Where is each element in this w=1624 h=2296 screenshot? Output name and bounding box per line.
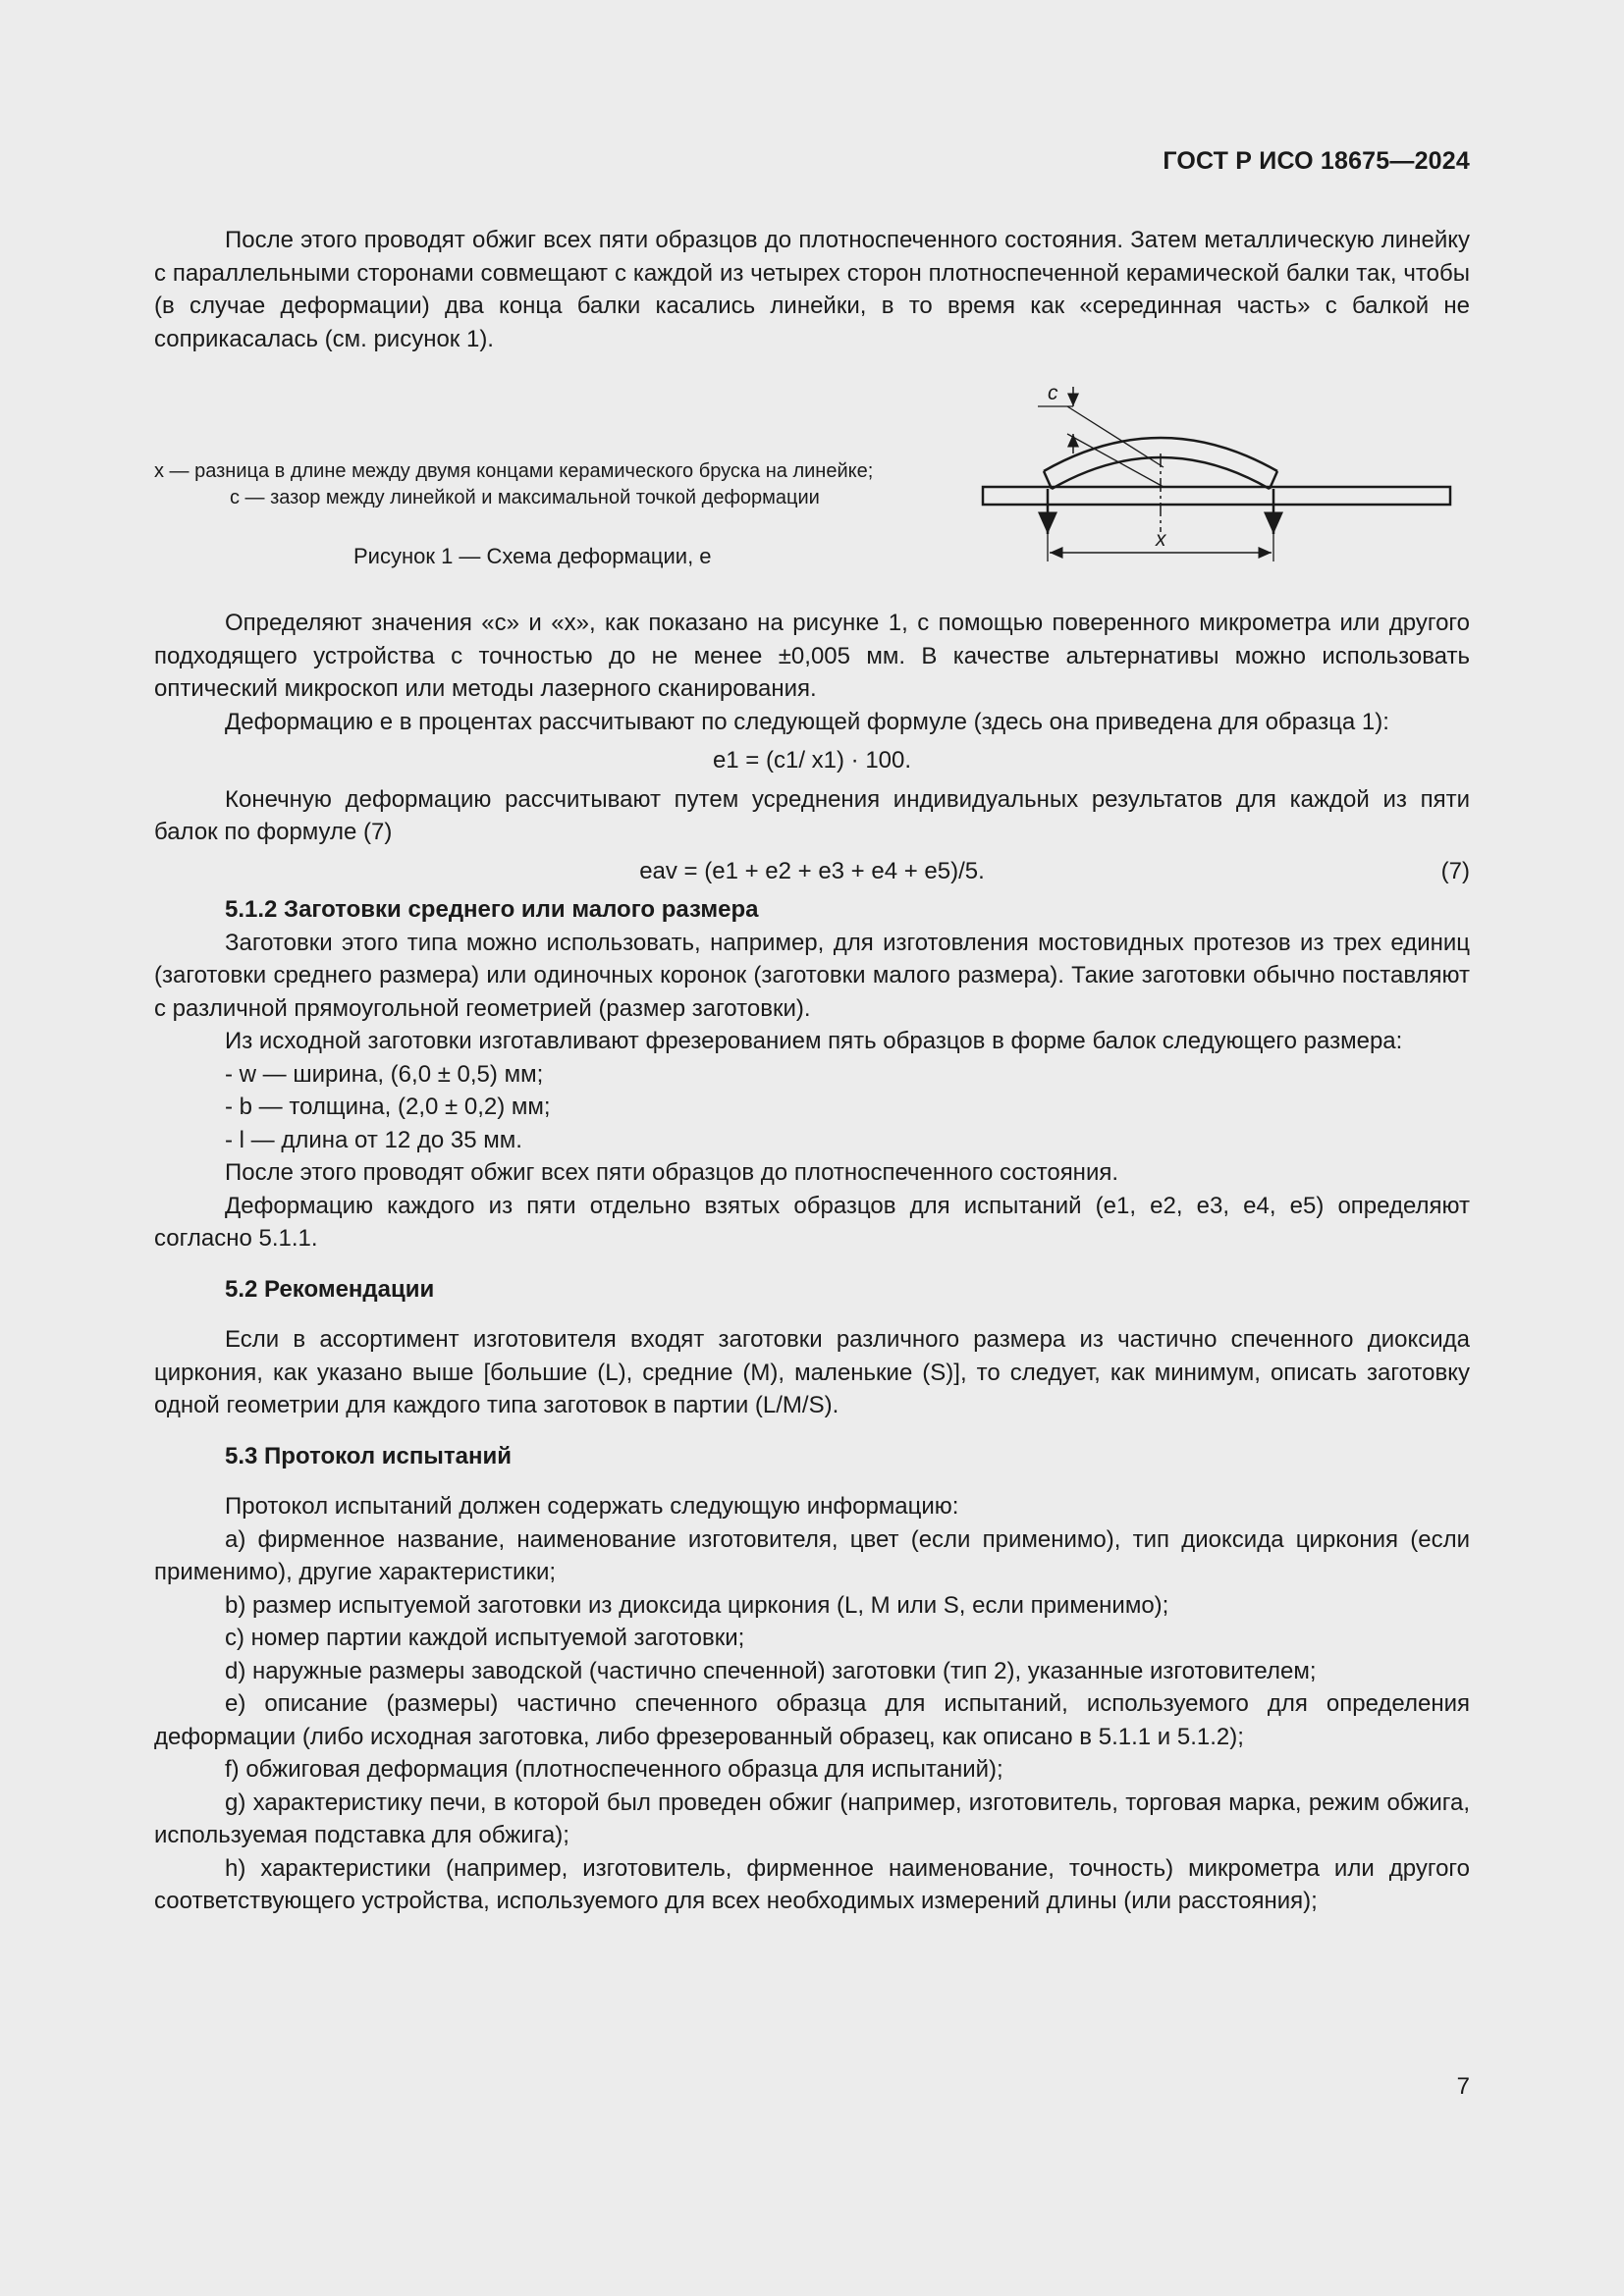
section-5-3-heading: 5.3 Протокол испытаний — [225, 1442, 512, 1469]
s512-item-b: - b — толщина, (2,0 ± 0,2) мм; — [225, 1094, 551, 1120]
para-measure: Определяют значения «с» и «х», как показано на рисунке 1, с помощью поверенного микрометра или другого подходящего устройства с точностью до не менее ±0,005 мм. В качестве альтернативы можно использовать оптический микроскоп или методы лазерного сканирования. — [154, 610, 1470, 702]
s53-item-b: b) размер испытуемой заготовки из диоксида циркония (L, M или S, если применимо); — [225, 1591, 1169, 1619]
section-5-1-2-heading: 5.1.2 Заготовки среднего или малого размера — [225, 896, 759, 923]
s53-item-e: e) описание (размеры) частично спеченного образца для испытаний, используемого для определения деформации (либо исходная заготовка, либо фрезерованный образец, как описано в 5.1.1 и 5.1.2); — [154, 1690, 1470, 1750]
s512-p2: Из исходной заготовки изготавливают фрезерованием пять образцов в форме балок следующего размера: — [225, 1028, 1403, 1054]
s53-item-g: g) характеристику печи, в которой был проведен обжиг (например, изготовитель, торговая марка, режим обжига, используемая подставка для обжига); — [154, 1789, 1470, 1848]
formula-1 — [154, 744, 1470, 777]
c-dimension — [1038, 382, 1164, 487]
formula-1-text: e1 = (c1/ x1) · 100. — [712, 747, 912, 774]
page-number: 7 — [1456, 2073, 1470, 2100]
document-id-header: ГОСТ Р ИСО 18675—2024 — [1163, 147, 1470, 175]
figure-caption: Рисунок 1 — Схема деформации, e — [353, 544, 712, 568]
s512-item-l: - l — длина от 12 до 35 мм. — [225, 1126, 522, 1153]
s512-p1: Заготовки этого типа можно использовать, например, для изготовления мостовидных протезов из трех единиц (заготовки среднего размера) или одиночных коронок (заготовки малого размера). Такие заготовки обычно поставляют с различной прямоугольной геометрией (размер заготовки). — [154, 929, 1470, 1022]
s53-item-a: a) фирменное название, наименование изготовителя, цвет (если применимо), тип диоксида циркония (если применимо), другие характеристики; — [154, 1525, 1470, 1585]
para-final: Конечную деформацию рассчитывают путем усреднения индивидуальных результатов для каждой из пяти балок по формуле (7) — [154, 785, 1470, 845]
s512-p3: После этого проводят обжиг всех пяти образцов до плотноспеченного состояния. — [225, 1159, 1119, 1186]
s52-p1: Если в ассортимент изготовителя входят заготовки различного размера из частично спеченного диоксида циркония, как указано выше [большие (L), средние (M), маленькие (S)], то следует, как минимум, описать заготовку одной геометрии для каждого типа заготовок в партии (L/M/S). — [154, 1326, 1470, 1418]
figure-legend — [154, 458, 959, 511]
s53-item-c: c) номер партии каждой испытуемой заготовки; — [225, 1625, 745, 1651]
formula-7-text: eav = (e1 + e2 + e3 + e4 + e5)/5. — [639, 857, 985, 884]
formula-7-number: (7) — [1440, 857, 1470, 884]
s512-item-w: - w — ширина, (6,0 ± 0,5) мм; — [225, 1060, 544, 1088]
x-dimension — [1048, 489, 1273, 561]
s53-item-d: d) наружные размеры заводской (частично спеченной) заготовки (тип 2), указанные изготовителем; — [225, 1657, 1317, 1684]
section-5-2-heading: 5.2 Рекомендации — [225, 1275, 435, 1303]
intro-paragraph: После этого проводят обжиг всех пяти образцов до плотноспеченного состояния. Затем металлическую линейку с параллельными сторонами совмещают с каждой из четырех сторон плотноспеченной керамической балки так, чтобы (в случае деформации) два конца балки касались линейки, в то время как «серединная часть» с балкой не соприкасалась (см. рисунок 1). — [154, 227, 1470, 352]
page-content — [154, 224, 1470, 1918]
deformation-diagram — [979, 365, 1470, 586]
label-x: x — [1156, 528, 1166, 551]
s53-item-f: f) обжиговая деформация (плотноспеченного образца для испытаний); — [225, 1756, 1003, 1783]
s53-intro: Протокол испытаний должен содержать следующую информацию: — [225, 1493, 959, 1520]
para-deform: Деформацию e в процентах рассчитывают по следующей формуле (здесь она приведена для образца 1): — [225, 708, 1389, 735]
ruler — [983, 487, 1450, 505]
formula-7 — [154, 855, 1470, 888]
label-c: c — [1048, 382, 1058, 404]
figure-1 — [154, 365, 1470, 601]
legend-x: x — разница в длине между двумя концами керамического бруска на линейке; — [154, 460, 874, 482]
s512-p4: Деформацию каждого из пяти отдельно взятых образцов для испытаний (e1, e2, e3, e4, e5) определяют согласно 5.1.1. — [154, 1192, 1470, 1252]
s53-item-h: h) характеристики (например, изготовитель, фирменное наименование, точность) микрометра или другого соответствующего устройства, используемого для всех необходимых измерений длины (или расстояния); — [154, 1854, 1470, 1914]
legend-c: c — зазор между линейкой и максимальной точкой деформации — [230, 487, 820, 508]
